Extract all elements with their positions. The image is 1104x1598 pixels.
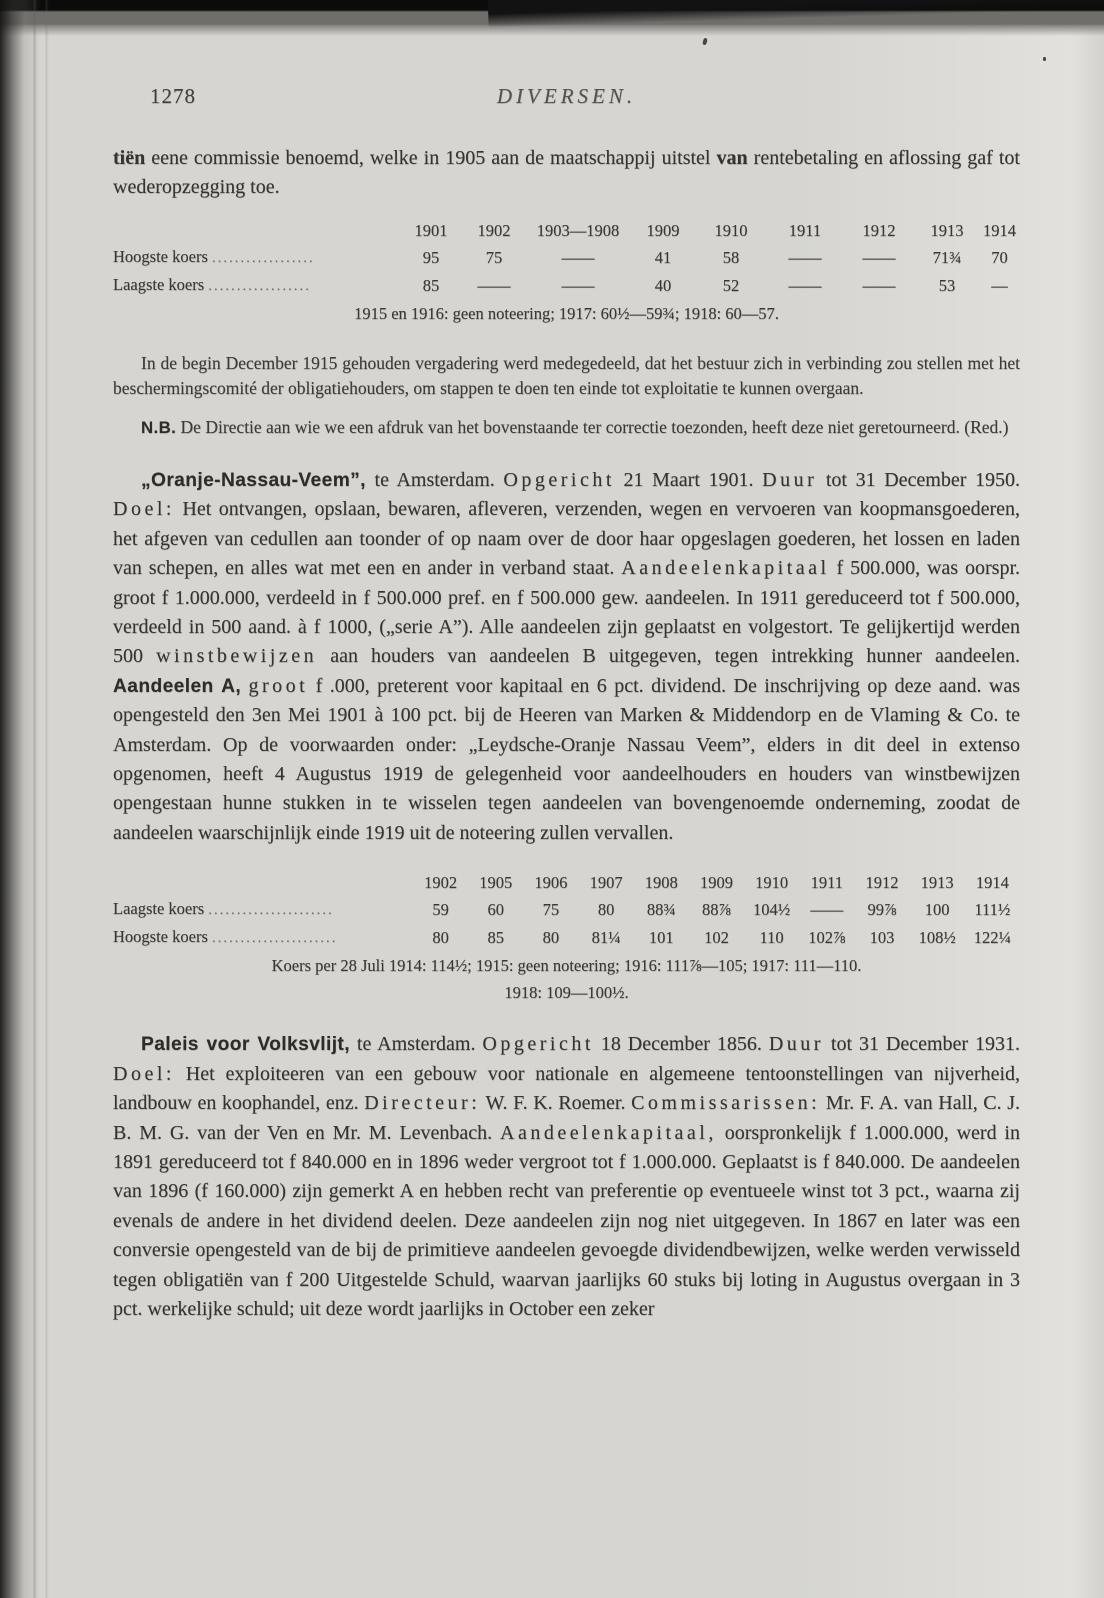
- koers-value-cell: 75: [542, 900, 560, 920]
- table-row: [113, 272, 1020, 300]
- text-segment: W. F. K. Roemer.: [480, 1092, 632, 1115]
- row-label: Hoogste koers: [113, 927, 212, 947]
- koers-value-cell: 58: [722, 248, 740, 267]
- keyword-opgericht: Opgericht: [482, 1033, 594, 1056]
- year-header-cell: 1908: [644, 873, 678, 893]
- table-row-label-cell: [113, 924, 413, 952]
- text-segment: 18 December 1856.: [593, 1033, 769, 1056]
- year-header-cell: 1909: [646, 221, 680, 240]
- meeting-paragraph: [113, 351, 1020, 401]
- koers-value-cell: 85: [422, 276, 440, 295]
- koers-value-cell: 108½: [918, 928, 956, 948]
- koers-value-cell: 101: [648, 928, 674, 948]
- text-segment: De Directie aan wie we een afdruk van het bovenstaande ter correctie toezonden, heeft deze niet geretourneerd. (Red.): [176, 417, 1009, 437]
- koers-value-cell: —: [991, 276, 1008, 295]
- text-segment: eene commissie benoemd, welke in 1905 aan de maatschappij uitstel: [145, 147, 717, 169]
- row-label: Laagste koers: [113, 275, 209, 294]
- dotted-leader: ......................: [208, 903, 334, 919]
- keyword-doel: Doel:: [113, 1062, 175, 1085]
- text-segment: aan houders van aandeelen B uitgegeven, tegen intrekking hunner aandeelen.: [317, 645, 1020, 668]
- koers-value-cell: 75: [485, 248, 503, 267]
- year-header-cell: 1911: [788, 221, 822, 240]
- year-header-cell: 1914: [983, 221, 1016, 240]
- koers-value-cell: 102⅞: [808, 928, 846, 948]
- koers-table-1-note: 1915 en 1916: geen noteering; 1917: 60½—59¾; 1918: 60—57.: [354, 304, 779, 323]
- nb-paragraph: [113, 415, 1020, 440]
- koers-value-cell: 88⅞: [702, 900, 731, 920]
- table-header-spacer: [113, 870, 413, 896]
- keyword-opgericht: Opgericht: [503, 469, 615, 491]
- intro-paragraph: [113, 144, 1020, 202]
- koers-table-1901-1914: [113, 218, 1020, 300]
- year-header-cell: 1911: [810, 873, 843, 893]
- koers-value-cell: 95: [422, 248, 440, 267]
- koers-value-cell: 81¼: [591, 928, 621, 948]
- table-header-row: [113, 870, 1020, 896]
- section-oranje-nassau-veem: [113, 466, 1020, 848]
- text-segment: oorspronkelijk f 1.000.000, werd in 1891 gereduceerd tot f 840.000 en in 1896 weder vergroot tot f 1.000.000. Geplaatst is f 840.000. De aandeelen van 1896 (f 160.000) zijn gemerkt A en hebben recht van preferentie op eventueele winst tot 3 pct., waarna zij evenals de andere in het dividend deelen. Deze aandeelen zijn nog niet uitgegeven. In 1867 en later was een conversie opengesteld van de bij de primitieve aandeelen gevoegde dividendbewijzen, welke werden verwisseld tegen obligatiën van f 200 Uitgestelde Schuld, waarvan jaarlijks 60 stuks bij loting in Augustus overgaan in 3 pct. werkelijke schuld; uit deze wordt jaarlijks in October een zeker: [113, 1121, 1020, 1320]
- koers-value-cell: 85: [487, 928, 504, 948]
- koers-value-cell: 102: [704, 928, 729, 948]
- table-row-label-cell: [113, 896, 413, 924]
- koers-value-cell: 110: [759, 928, 784, 948]
- table-row-label-cell: [113, 272, 399, 300]
- keyword-duur: Duur: [762, 469, 818, 491]
- keyword-doel: Doel:: [113, 498, 175, 521]
- koers-value-cell: ——: [477, 276, 511, 295]
- year-header-cell: 1906: [534, 873, 568, 893]
- row-label: Hoogste koers: [113, 247, 212, 266]
- text-segment: f .000, preterent voor kapitaal en 6 pct. dividend. De inschrijving op deze aand. was opengesteld den 3en Mei 1901 à 100 pct. bij de Heeren van Marken & Middendorp en de Vlaming & Co. te Amsterdam. Op de voorwaarden onder: „Leydsche-Oranje Nassau Veem”, elders in dit deel in extenso opgenomen, heeft 4 Augustus 1919 de gelegenheid voor aandeelhouders en houders van winstbewijzen opengestaan hunne stukken in te wisselen tegen aandeelen van bovengenoemde onderneming, zoodat de aandeelen waarschijnlijk einde 1919 uit de noteering zullen vervallen.: [113, 674, 1021, 844]
- nb-label: N.B.: [141, 418, 177, 437]
- koers-value-cell: 111½: [974, 900, 1011, 920]
- text-segment: tiën: [113, 147, 146, 169]
- koers-table-block-1: [113, 218, 1020, 327]
- row-label: Laagste koers: [113, 899, 209, 919]
- koers-value-cell: 70: [991, 248, 1008, 267]
- koers-table-block-2: [113, 870, 1020, 1006]
- keyword-winstbewijzen: winstbewijzen: [156, 645, 318, 668]
- company-name: „Oranje-Nassau-Veem”,: [141, 470, 366, 491]
- text-segment: te Amsterdam.: [365, 469, 504, 491]
- keyword-duur: Duur: [768, 1033, 824, 1056]
- table-header-row: [113, 218, 1020, 244]
- scan-top-edge-shadow: [488, 0, 1104, 27]
- year-header-cell: 1905: [479, 873, 513, 893]
- scan-speck: [702, 38, 708, 46]
- year-header-cell: 1912: [862, 221, 896, 240]
- koers-value-cell: ——: [788, 276, 822, 295]
- table-row: [113, 924, 1020, 952]
- koers-value-cell: 80: [432, 928, 449, 948]
- text-segment: van: [716, 147, 748, 169]
- year-header-cell: 1910: [755, 873, 789, 893]
- koers-value-cell: 99⅞: [867, 900, 897, 920]
- year-header-cell: 1913: [930, 221, 964, 240]
- text-segment: tot 31 December 1950.: [817, 469, 1021, 491]
- running-title: DIVERSEN.: [496, 84, 637, 108]
- koers-value-cell: 100: [924, 900, 950, 920]
- section-paleis-voor-volksvlijt: [113, 1030, 1020, 1324]
- scan-speck: [1043, 57, 1046, 61]
- page-content: [113, 84, 1020, 1324]
- table-row: [113, 244, 1020, 272]
- text-segment: tot 31 December 1931.: [823, 1033, 1020, 1056]
- page-header: [113, 84, 1020, 110]
- koers-value-cell: ——: [862, 248, 896, 267]
- text-segment: 21 Maart 1901.: [614, 469, 763, 491]
- year-header-cell: 1901: [414, 221, 448, 240]
- year-header-cell: 1913: [920, 873, 954, 893]
- company-name: Paleis voor Volksvlijt,: [141, 1034, 350, 1056]
- keyword-aandeelenkapitaal: Aandeelenkapitaal,: [500, 1121, 717, 1144]
- year-header-cell: 1912: [865, 873, 899, 893]
- page-number: 1278: [150, 84, 196, 108]
- koers-value-cell: 52: [722, 276, 740, 295]
- koers-value-cell: ——: [561, 276, 595, 295]
- koers-value-cell: 59: [432, 900, 449, 920]
- dotted-leader: ......................: [211, 931, 338, 947]
- keyword-commissarissen: Commissarissen:: [631, 1092, 821, 1115]
- dotted-leader: ..................: [211, 251, 315, 266]
- koers-table-1902-1914: [113, 870, 1020, 952]
- koers-value-cell: 104½: [753, 900, 791, 920]
- koers-value-cell: 41: [654, 248, 672, 267]
- koers-value-cell: 103: [869, 928, 895, 948]
- keyword-groot: groot: [248, 674, 309, 697]
- koers-value-cell: 40: [654, 276, 672, 295]
- year-header-cell: 1903—1908: [536, 221, 620, 240]
- koers-value-cell: 53: [938, 276, 956, 295]
- koers-value-cell: ——: [561, 248, 595, 267]
- text-segment: Het ontvangen, opslaan, bewaren, afleveren, verzenden, wegen en vervoeren van koopmansgoederen, het afgeven van cedullen aan toonder of op naam over de door haar opgeslagen goederen, het lossen en laden van schepen, en alles wat met een en ander in verband staat.: [113, 498, 1020, 580]
- keyword-aandeelenkapitaal: Aandeelenkapitaal: [621, 557, 830, 580]
- koers-value-cell: 71¾: [932, 248, 962, 267]
- koers-value-cell: 122¼: [973, 928, 1011, 948]
- koers-value-cell: ——: [788, 248, 822, 267]
- dotted-leader: ..................: [208, 279, 311, 294]
- koers-value-cell: ——: [862, 276, 896, 295]
- koers-value-cell: ——: [810, 900, 844, 920]
- koers-value-cell: 60: [487, 900, 504, 920]
- table-row: [113, 896, 1020, 924]
- koers-value-cell: 88¾: [646, 900, 676, 920]
- text-segment: te Amsterdam.: [349, 1033, 483, 1056]
- text-segment: Het exploiteeren van een gebouw voor nationale en algemeene tentoonstellingen van nijverheid, landbouw en koophandel, enz.: [113, 1062, 1020, 1115]
- keyword-directeur: Directeur:: [364, 1092, 481, 1115]
- koers-value-cell: 80: [597, 900, 615, 920]
- year-header-cell: 1907: [589, 873, 623, 893]
- koers-table-2-note-line-2: 1918: 109—100½.: [504, 983, 629, 1003]
- year-header-cell: 1914: [975, 873, 1009, 893]
- text-segment: In de begin December 1915 gehouden vergadering werd medegedeeld, dat het bestuur zich in verbinding zou stellen met het beschermingscomité der obligatiehouders, om stappen te doen ten einde tot exploitatie te kunnen overgaan.: [113, 353, 1020, 398]
- table-row-label-cell: [113, 244, 399, 272]
- year-header-cell: 1910: [714, 221, 748, 240]
- year-header-cell: 1909: [699, 873, 733, 893]
- text-segment: Mr. F. A. van Hall, C. J. B. M. G. van der Ven en Mr. M. Levenbach.: [113, 1092, 1020, 1144]
- table-header-spacer: [113, 218, 399, 244]
- text-segment: f 500.000, was oorspr. groot f 1.000.000, verdeeld in f 500.000 pref. en f 500.000 gew. aandeelen. In 1911 gereduceerd tot f 500.000, verdeeld in 500 aand. à f 1000, („serie A”). Alle aandeelen zijn geplaatst en volgestort. Te gelijkertijd werden 500: [113, 557, 1020, 668]
- koers-value-cell: 80: [542, 928, 560, 948]
- koers-table-2-note-line-1: Koers per 28 Juli 1914: 114½; 1915: geen noteering; 1916: 111⅞—105; 1917: 111—110.: [271, 956, 862, 976]
- text-segment: [241, 675, 248, 697]
- year-header-cell: 1902: [424, 873, 458, 893]
- share-class-heading: Aandeelen A,: [113, 675, 242, 697]
- year-header-cell: 1902: [477, 221, 511, 240]
- text-segment: rentebetaling en aflossing gaf tot wederopzegging toe.: [113, 147, 1020, 198]
